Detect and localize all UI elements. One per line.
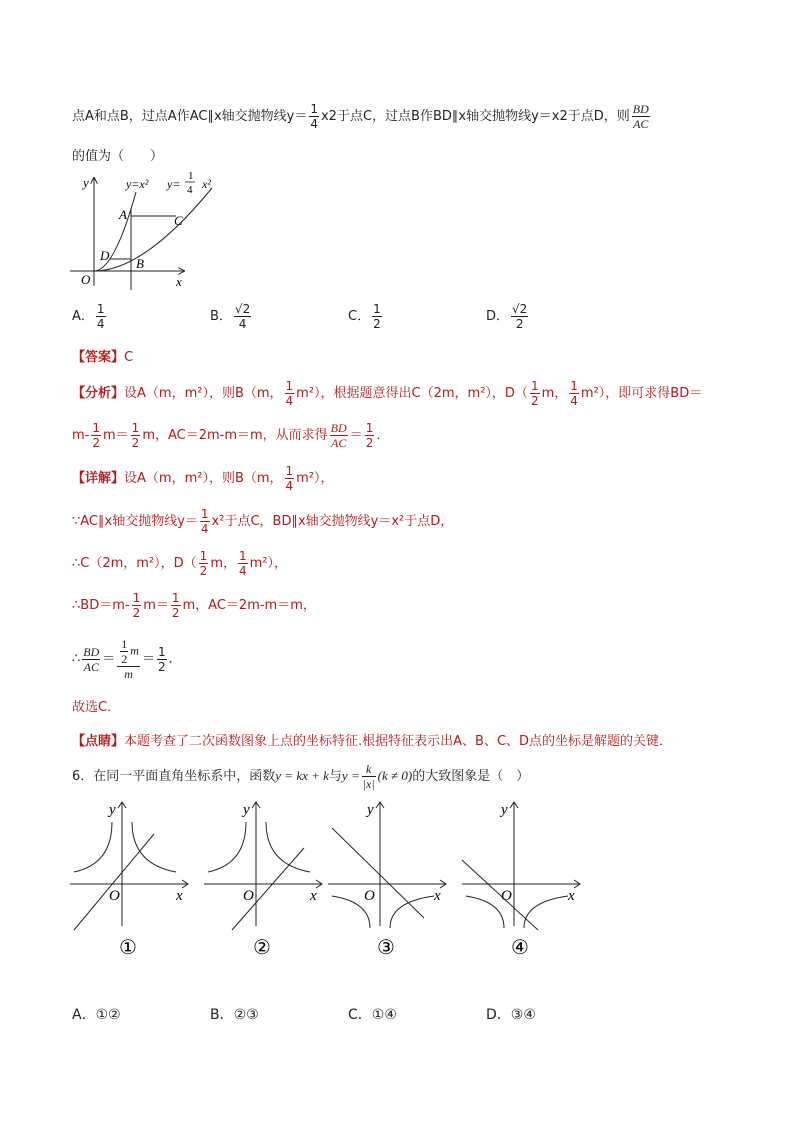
analysis-line2: m- $\frac{1}{2}$ m＝ $\frac{1}{2}$ m，AC＝2m-m＝m，从而求得 $\frac{BD}{AC}$ ＝ $\frac{1}{2}$ ． (72, 421, 390, 450)
q6-graph-3 (324, 798, 452, 966)
svg-text:x: x (176, 888, 183, 904)
q5-line1 (72, 103, 652, 130)
point-c-label: C (174, 213, 183, 228)
curve2-label-a: y= (167, 177, 181, 191)
curve2-den: 4 (187, 184, 193, 196)
fraction-bd-ac: $\frac{BD}{AC}$ (632, 102, 649, 131)
svg-text:y: y (109, 802, 116, 818)
point-a-label: A (119, 207, 127, 222)
svg-text:y: y (501, 802, 508, 818)
svg-text:②: ② (253, 937, 271, 959)
svg-text:x: x (310, 888, 317, 904)
detail-line2: ∵AC∥x轴交抛物线y＝ $\frac{1}{4}$ x²于点C，BD∥x轴交抛物线y＝x²于点D， (72, 507, 454, 536)
y-axis-label: y (83, 175, 89, 190)
q6-graph-4 (458, 798, 586, 966)
q5-option-a[interactable]: A． $\frac{1}{4}$ (72, 302, 105, 331)
svg-text:④: ④ (511, 937, 529, 959)
q6-option-d[interactable]: D．③④ (486, 1007, 536, 1023)
q6-option-b[interactable]: B．②③ (210, 1007, 259, 1023)
q5-line1-text-b: x2于点C，过点B作BD∥x轴交抛物线y＝x2于点D，则 (320, 109, 630, 124)
svg-text:O: O (243, 888, 254, 904)
q5-option-b[interactable]: B． $\frac{√2}{4}$ (210, 302, 251, 331)
curve2-label-b: x² (202, 177, 211, 191)
answer-line: 【答案】C (72, 350, 134, 365)
q6-option-a[interactable]: A．①② (72, 1007, 121, 1023)
detail-conclusion: 故选C． (72, 700, 121, 715)
q5-line2: 的值为（ ） (72, 149, 164, 164)
q5-option-c[interactable]: C． $\frac{1}{2}$ (348, 302, 381, 331)
fraction-one-quarter: $\frac{1}{4}$ (310, 102, 318, 131)
q5-parabola-graph (64, 168, 224, 293)
q5-option-d[interactable]: D． $\frac{√2}{2}$ (486, 302, 528, 331)
svg-text:y: y (367, 802, 374, 818)
detail-line5: ∴ $\frac{BD}{AC}$ ＝ $\frac{1}{2}$ m m ＝ $\frac{1}{2}$ ． (72, 637, 182, 681)
svg-text:x: x (568, 888, 575, 904)
detail-line3: ∴C（2m，m²），D（ $\frac{1}{2}$ m， $\frac{1}{4}$ m²）， (72, 549, 288, 578)
q6-graph-2 (200, 798, 328, 966)
point-d-label: D (100, 248, 110, 263)
q6-graph-1 (66, 798, 194, 966)
x-axis-label: x (176, 274, 182, 289)
q5-line1-text-a: 点A和点B，过点A作AC∥x轴交抛物线y＝ (72, 109, 308, 124)
svg-text:O: O (109, 888, 120, 904)
point-b-label: B (136, 256, 144, 271)
svg-text:③: ③ (377, 937, 395, 959)
analysis-line1: 【分析】设A（m，m²），则B（m， $\frac{1}{4}$ m²），根据题意得出C（2m，m²），D（ $\frac{1}{2}$ m， $\frac{1}{4}$ m²），即可求得BD＝ (72, 379, 703, 408)
curve1-label: y=x² (126, 177, 149, 191)
detail-line1: 【详解】设A（m，m²），则B（m， $\frac{1}{4}$ m²）， (72, 464, 334, 493)
svg-text:x: x (434, 888, 441, 904)
svg-text:y: y (243, 802, 250, 818)
curve2-num: 1 (188, 170, 194, 182)
q6-stem: 6．在同一平面直角坐标系中，函数y = kx + k与y = $\frac{k}{|x|}$ (k ≠ 0)的大致图象是（ ） (72, 762, 530, 791)
svg-text:O: O (364, 888, 375, 904)
svg-text:O: O (501, 888, 512, 904)
svg-text:①: ① (119, 937, 137, 959)
origin-label: O (81, 272, 91, 287)
q6-option-c[interactable]: C．①④ (348, 1007, 397, 1023)
comment-line: 【点睛】本题考查了二次函数图象上点的坐标特征.根据特征表示出A、B、C、D点的坐标是解题的关键． (72, 734, 673, 749)
detail-line4: ∴BD＝m- $\frac{1}{2}$ m＝ $\frac{1}{2}$ m，AC＝2m-m＝m， (72, 591, 316, 620)
